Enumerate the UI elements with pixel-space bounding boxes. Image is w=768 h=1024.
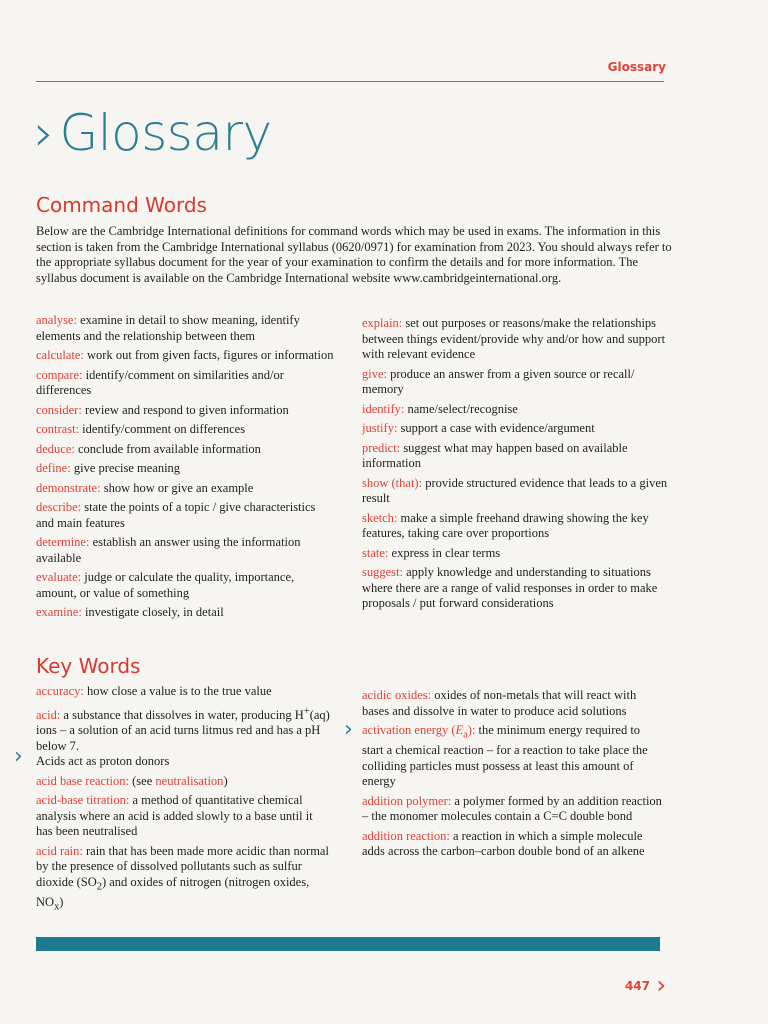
glossary-entry-addition-reaction [362, 829, 662, 860]
glossary-definition-continued: (aq) ions – a solution of an acid turns litmus red and has a pH below 7. [36, 707, 330, 753]
glossary-entry [36, 422, 336, 438]
glossary-entry [362, 511, 672, 542]
glossary-entry [36, 403, 336, 419]
glossary-term: contrast: [36, 422, 80, 436]
key-words-left-column [36, 684, 332, 919]
command-words-heading: Command Words [36, 193, 207, 217]
glossary-term: calculate: [36, 348, 84, 362]
glossary-definition-end: ) [59, 894, 64, 909]
glossary-definition: a substance that dissolves in water, producing H [60, 707, 304, 722]
glossary-term: addition reaction: [362, 828, 450, 843]
glossary-definition: produce an answer from a given source or recall/ memory [362, 366, 635, 396]
cross-reference-link[interactable]: neutralisation [155, 773, 224, 788]
glossary-entry [362, 367, 672, 398]
glossary-definition: oxides of non-metals that will react with bases and dissolve in water to produce acid solutions [362, 688, 637, 718]
glossary-definition: express in clear terms [388, 545, 501, 560]
page-title [34, 104, 272, 162]
glossary-term: acidic oxides: [362, 688, 432, 702]
superscript: + [303, 705, 310, 717]
glossary-term: acid-base titration: [36, 793, 130, 808]
glossary-term: addition polymer: [362, 793, 452, 808]
glossary-term: define: [36, 461, 71, 475]
subscript: 2 [96, 881, 102, 893]
glossary-entry-acid-rain [36, 844, 332, 915]
glossary-definition-line2: Acids act as proton donors [36, 754, 170, 769]
glossary-definition: investigate closely, in detail [81, 605, 224, 619]
glossary-entry [36, 348, 336, 364]
glossary-entry-activation-energy [362, 723, 662, 790]
key-words-heading: Key Words [36, 654, 141, 678]
glossary-definition: show how or give an example [100, 480, 254, 495]
command-words-intro: Below are the Cambridge International definitions for command words which may be used in exams. The information in this section is taken from the Cambridge International syllabus (0620/0971) for examination from 2023. You should always refer to the appropriate syllabus document for the year of your examination to confirm the details and for more information. The syllabus document is available on the Cambridge International website www.cambridgeinternational.org. [36, 224, 672, 285]
glossary-definition: set out purposes or reasons/make the relationships between things evident/provide why and/or how and support with relevant evidence [362, 316, 666, 361]
glossary-entry-acid [36, 704, 332, 770]
glossary-definition: (see [129, 773, 156, 788]
glossary-entry-accuracy [36, 684, 332, 700]
title-chevron-icon: › [34, 104, 54, 162]
glossary-term: explain: [362, 316, 403, 330]
glossary-entry [36, 368, 336, 399]
glossary-entry [362, 441, 672, 472]
glossary-term: justify: [362, 421, 398, 435]
glossary-entry [36, 535, 336, 566]
glossary-term: compare: [36, 367, 83, 382]
acid-margin-chevron-icon: › [14, 744, 23, 769]
glossary-definition: state the points of a topic / give characteristics and main features [36, 500, 316, 530]
glossary-definition: apply knowledge and understanding to situations where there are a range of valid responses in order to make proposals / put forward considerations [362, 565, 658, 610]
glossary-definition: provide structured evidence that leads to a given result [362, 475, 668, 505]
key-words-right-column [362, 688, 662, 864]
glossary-entry [36, 481, 336, 497]
glossary-entry [36, 570, 336, 601]
glossary-definition: a reaction in which a simple molecule adds across the carbon–carbon double bond of an alkene [362, 828, 645, 858]
glossary-term: demonstrate: [36, 480, 101, 495]
glossary-term: state: [362, 545, 389, 560]
glossary-entry [36, 500, 336, 531]
page-number: 447 [624, 979, 650, 993]
glossary-definition: make a simple freehand drawing showing the key features, taking care over proportions [362, 510, 649, 540]
glossary-term: deduce: [36, 441, 75, 456]
glossary-definition: a polymer formed by an addition reaction – the monomer molecules contain a C=C double bond [362, 793, 662, 823]
activation-margin-chevron-icon: › [344, 717, 353, 742]
glossary-definition: identify/comment on differences [79, 422, 246, 436]
glossary-definition: support a case with evidence/argument [397, 421, 595, 435]
glossary-entry [362, 565, 672, 612]
command-words-right-column [362, 316, 672, 616]
glossary-definition-mid: ) and oxides of nitrogen (nitrogen oxides, NO [36, 874, 310, 909]
glossary-term: give: [362, 366, 387, 381]
glossary-entry [362, 421, 672, 437]
term-part: activation energy ( [362, 723, 456, 737]
glossary-definition-end: ) [223, 773, 228, 788]
glossary-definition: suggest what may happen based on available information [362, 440, 628, 470]
term-part-end: ): [467, 723, 476, 737]
glossary-term: identify: [362, 401, 405, 416]
glossary-term [362, 723, 476, 741]
glossary-definition: give precise meaning [70, 461, 181, 475]
glossary-entry-acidic-oxides [362, 688, 662, 719]
glossary-entry [36, 605, 336, 621]
glossary-term: suggest: [362, 565, 403, 579]
glossary-entry [36, 313, 336, 344]
glossary-term: acid base reaction: [36, 773, 130, 788]
glossary-term: describe: [36, 500, 82, 514]
glossary-term: sketch: [362, 510, 398, 525]
subscript: x [54, 901, 60, 913]
header-section-label: Glossary [607, 60, 666, 74]
glossary-definition: rain that has been made more acidic than normal by the presence of dissolved pollutants such as sulfur dioxide (SO [36, 843, 329, 889]
glossary-definition: work out from given facts, figures or information [83, 348, 334, 362]
glossary-entry-acid-base-titration [36, 793, 332, 840]
glossary-term: acid rain: [36, 843, 83, 858]
glossary-definition: review and respond to given information [81, 402, 289, 417]
glossary-term: accuracy: [36, 684, 84, 698]
glossary-term: acid: [36, 707, 61, 722]
glossary-definition: how close a value is to the true value [83, 684, 272, 698]
subscript: a [463, 729, 468, 741]
next-page-chevron-icon[interactable]: › [656, 971, 666, 999]
glossary-definition: name/select/recognise [404, 401, 518, 416]
glossary-entry [362, 546, 672, 562]
glossary-entry [362, 476, 672, 507]
glossary-term: show (that): [362, 475, 423, 490]
glossary-definition: the minimum energy required to start a chemical reaction – for a reaction to take place the colliding particles must possess at least this amount of energy [362, 723, 648, 788]
glossary-entry-addition-polymer [362, 794, 662, 825]
glossary-entry [36, 461, 336, 477]
glossary-definition: identify/comment on similarities and/or differences [36, 367, 284, 397]
glossary-term: determine: [36, 535, 90, 549]
glossary-entry [362, 316, 672, 363]
term-symbol: E [455, 723, 464, 737]
glossary-entry-acid-base-reaction [36, 774, 332, 790]
glossary-term: analyse: [36, 313, 77, 327]
header-rule [36, 81, 664, 82]
glossary-term: examine: [36, 605, 82, 619]
glossary-term: consider: [36, 402, 82, 417]
glossary-term: evaluate: [36, 570, 82, 584]
glossary-definition: conclude from available information [74, 441, 261, 456]
glossary-entry [36, 442, 336, 458]
command-words-left-column [36, 313, 336, 625]
glossary-definition: examine in detail to show meaning, identify elements and the relationship between them [36, 313, 300, 343]
glossary-definition: judge or calculate the quality, importance, amount, or value of something [36, 570, 295, 600]
glossary-entry [362, 402, 672, 418]
glossary-definition: establish an answer using the information available [36, 535, 301, 565]
glossary-term: predict: [362, 440, 401, 455]
page-title-text: Glossary [59, 104, 272, 162]
glossary-definition: a method of quantitative chemical analysis where an acid is added slowly to a base until it has been neutralised [36, 793, 313, 839]
footer-bar [36, 937, 660, 951]
